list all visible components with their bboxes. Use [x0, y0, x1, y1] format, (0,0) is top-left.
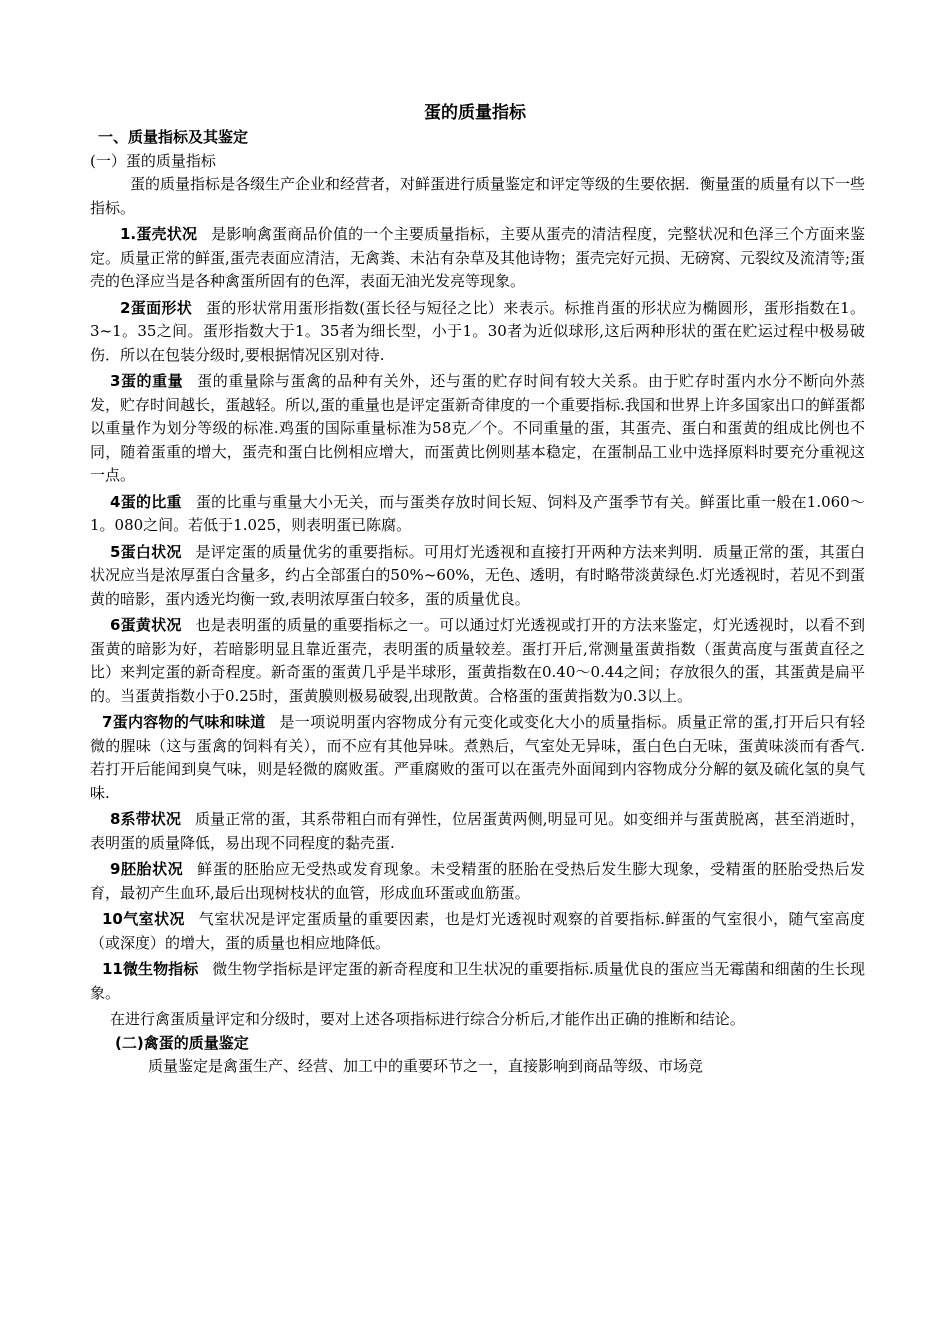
subsection-heading-2: (二)禽蛋的质量鉴定 [115, 1033, 249, 1052]
indicator-text: 质量正常的蛋，其系带粗白而有弹性，位居蛋黄两侧,明显可见。如变细并与蛋黄脱离，甚至消逝时，表明蛋的质量降低，易出现不同程度的黏壳蛋. [90, 810, 865, 852]
section-heading: 一、质量指标及其鉴定 [98, 128, 249, 146]
intro-paragraph: 蛋的质量指标是各缀生产企业和经营者，对鲜蛋进行质量鉴定和评定等级的生要依据．衡量蛋的质量有以下一些指标。 [90, 175, 866, 217]
indicator-label: 6蛋黄状况 [110, 616, 182, 634]
indicator-text: 是一项说明蛋内容物成分有元变化或变化大小的质量指标。质量正常的蛋,打开后只有轻微的腥味（这与蛋禽的饲料有关），而不应有其他异味。煮熟后，气室处无异味，蛋白色白无味，蛋黄味淡而有香气.若打开后能闻到臭气味，则是轻微的腐败蛋。严重腐败的蛋可以在蛋壳外面闻到内容物成分分解的氨及硫化氢的臭气味. [90, 713, 865, 802]
indicator-text: 蛋的形状常用蛋形指数(蛋长径与短径之比）来表示。标推肖蛋的形状应为椭圆形，蛋形指数在1。3~1。35之间。蛋形指数大于1。35者为细长型，小于1。30者为近似球形,这后两种形状的蛋在贮运过程中极易破伤．所以在包装分级时,要根据情况区别对待. [90, 298, 866, 364]
final-paragraph: 质量鉴定是禽蛋生产、经营、加工中的重要环节之一，直接影响到商品等级、市场竞 [148, 1057, 704, 1075]
indicator-text: 是影响禽蛋商品价值的一个主要质量指标，主要从蛋壳的清洁程度，完整状况和色泽三个方面来鉴定。质量正常的鲜蛋,蛋壳表面应清洁，无禽粪、未沾有杂草及其他诗物；蛋壳完好元损、无磅窝、元裂纹及流清等;蛋壳的色泽应当是各种禽蛋所固有的色浑，表面无油光发亮等现象。 [90, 225, 865, 290]
indicator-paragraph [90, 541, 865, 612]
indicator-list [90, 223, 865, 1005]
indicator-text: 气室状况是评定蛋质量的重要因素，也是灯光透视时观察的首要指标.鲜蛋的气室很小，随气室高度（或深度）的增大，蛋的质量也相应地降低。 [90, 910, 866, 952]
indicator-paragraph [90, 808, 865, 855]
indicator-label: 1.蛋壳状况 [120, 225, 198, 243]
indicator-label: 9胚胎状况 [110, 860, 184, 878]
indicator-label: 11微生物指标 [102, 960, 199, 978]
indicator-label: 4蛋的比重 [110, 492, 182, 511]
summary-paragraph: 在进行禽蛋质量评定和分级时，要对上述各项指标进行综合分析后,才能作出正确的推断和结论。 [110, 1010, 745, 1028]
indicator-label: 2蛋面形状 [120, 298, 193, 317]
indicator-label: 5蛋白状况 [110, 542, 182, 561]
indicator-text: 鲜蛋的胚胎应无受热或发育现象。未受精蛋的胚胎在受热后发生膨大现象，受精蛋的胚胎受热后发育，最初产生血环,最后出现树枝状的血管，形成血环蛋或血筋蛋。 [90, 860, 865, 902]
indicator-label: 3蛋的重量 [110, 372, 184, 390]
indicator-text: 也是表明蛋的质量的重要指标之一。可以通过灯光透视或打开的方法来鉴定，灯光透视时，以看不到蛋黄的暗影为好，若暗影明显且靠近蛋壳，表明蛋的质量较差。蛋打开后,常测量蛋黄指数（蛋黄高度与蛋黄直径之比）来判定蛋的新奇程度。新奇蛋的蛋黄几乎是半球形，蛋黄指数在0.40～0.44之间；存放很久的蛋，其蛋黄是扁平的。当蛋黄指数小于0.25时，蛋黄膜则极易破裂,出现散黄。合格蛋的蛋黄指数为0.3以上。 [90, 616, 865, 705]
indicator-label: 7蛋内容物的气味和味道 [102, 713, 266, 731]
indicator-text: 蛋的重量除与蛋禽的品种有关外，还与蛋的贮存时间有较大关系。由于贮存时蛋内水分不断向外蒸发，贮存时间越长，蛋越轻。所以,蛋的重量也是评定蛋新奇律度的一个重要指标.我国和世界上许多国家出口的鲜蛋都以重量作为划分等级的标准.鸡蛋的国际重量标准为58克／个。不同重量的蛋，其蛋壳、蛋白和蛋黄的组成比例也不同，随着蛋重的增大，蛋壳和蛋白比例相应增大，而蛋黄比例则基本稳定，在蛋制品工业中选择原料时要充分重视这一点。 [90, 372, 865, 484]
indicator-paragraph [90, 614, 865, 708]
indicator-paragraph [90, 223, 865, 294]
indicator-paragraph [90, 858, 865, 905]
document-body [90, 126, 865, 1079]
page-title: 蛋的质量指标 [424, 103, 526, 123]
indicator-paragraph [90, 297, 865, 368]
indicator-paragraph [90, 370, 865, 488]
indicator-paragraph [90, 491, 865, 538]
indicator-paragraph [90, 958, 865, 1005]
indicator-label: 10气室状况 [102, 910, 185, 928]
indicator-paragraph [90, 908, 865, 955]
indicator-text: 蛋的比重与重量大小无关，而与蛋类存放时间长短、饲料及产蛋季节有关。鲜蛋比重一般在1.060～1。080之间。若低于1.025，则表明蛋已陈腐。 [90, 492, 865, 534]
indicator-text: 是评定蛋的质量优劣的重要指标。可用灯光透视和直接打开两种方法来判明．质量正常的蛋，其蛋白状况应当是浓厚蛋白含量多，约占全部蛋白的50%~60%，无色、透明，有时略带淡黄绿色.灯光透视时，若见不到蛋黄的暗影，蛋内透光均衡一致,表明浓厚蛋白较多，蛋的质量优良。 [90, 542, 865, 608]
indicator-paragraph [90, 711, 865, 805]
subsection-heading: (一）蛋的质量指标 [90, 151, 216, 170]
indicator-label: 8系带状况 [110, 810, 182, 828]
indicator-text: 微生物学指标是评定蛋的新奇程度和卫生状况的重要指标.质量优良的蛋应当无霉菌和细菌的生长现象。 [90, 960, 866, 1002]
